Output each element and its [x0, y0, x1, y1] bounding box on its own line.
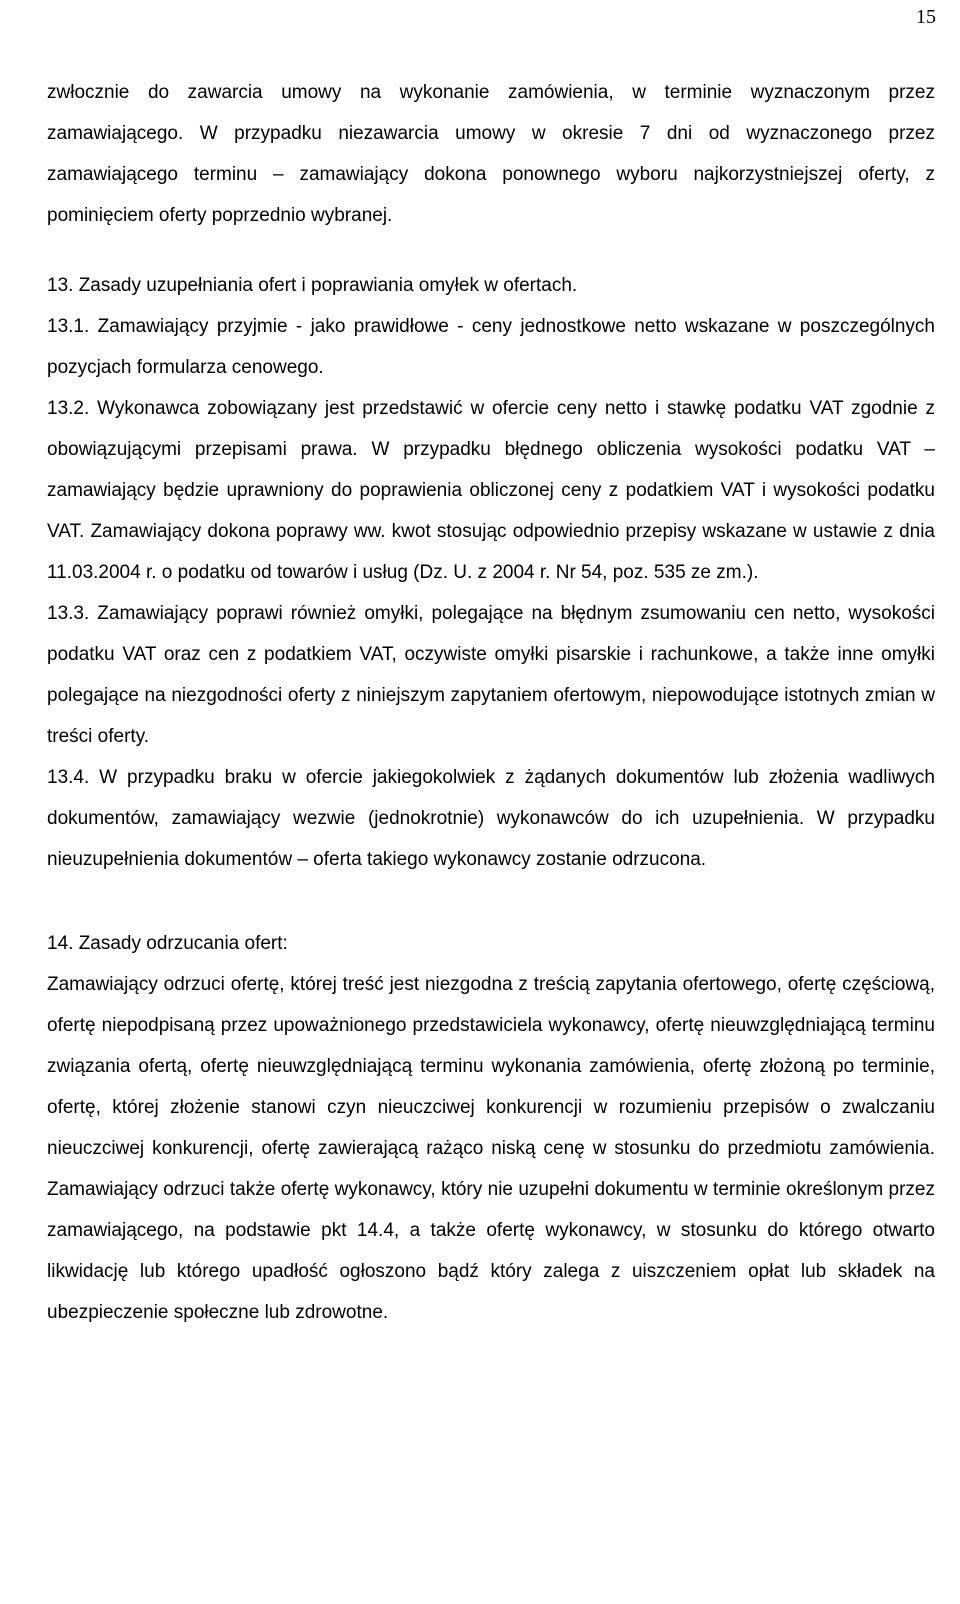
- section-13-heading: 13. Zasady uzupełniania ofert i poprawiania omyłek w ofertach.: [47, 275, 578, 296]
- section-13-1-paragraph: 13.1. Zamawiający przyjmie - jako prawidłowe - ceny jednostkowe netto wskazane w poszczególnych pozycjach formularza cenowego.: [47, 316, 935, 378]
- section-14-paragraph: Zamawiający odrzuci ofertę, której treść jest niezgodna z treścią zapytania ofertowego, ofertę częściową, ofertę niepodpisaną przez upoważnionego przedstawiciela wykonawcy, ofertę nieuwzględniającą terminu związania ofertą, ofertę nieuwzględniającą terminu wykonania zamówienia, ofertę złożoną po terminie, ofertę, której złożenie stanowi czyn nieuczciwej konkurencji w rozumieniu przepisów o zwalczaniu nieuczciwej konkurencji, ofertę zawierającą rażąco niską cenę w stosunku do przedmiotu zamówienia. Zamawiający odrzuci także ofertę wykonawcy, który nie uzupełni dokumentu w terminie określonym przez zamawiającego, na podstawie pkt 14.4, a także ofertę wykonawcy, w stosunku do którego otwarto likwidację lub którego upadłość ogłoszono bądź który zalega z uiszczeniem opłat lub składek na ubezpieczenie społeczne lub zdrowotne.: [47, 974, 935, 1323]
- document-body: [47, 72, 935, 1333]
- section-13-3-paragraph: 13.3. Zamawiający poprawi również omyłki, polegające na błędnym zsumowaniu cen netto, wysokości podatku VAT oraz cen z podatkiem VAT, oczywiste omyłki pisarskie i rachunkowe, a także inne omyłki polegające na niezgodności oferty z niniejszym zapytaniem ofertowym, niepowodujące istotnych zmian w treści oferty.: [47, 603, 935, 747]
- section-13-4-paragraph: 13.4. W przypadku braku w ofercie jakiegokolwiek z żądanych dokumentów lub złożenia wadliwych dokumentów, zamawiający wezwie (jednokrotnie) wykonawców do ich uzupełnienia. W przypadku nieuzupełnienia dokumentów – oferta takiego wykonawcy zostanie odrzucona.: [47, 767, 935, 870]
- section-13-2-paragraph: 13.2. Wykonawca zobowiązany jest przedstawić w ofercie ceny netto i stawkę podatku VAT zgodnie z obowiązującymi przepisami prawa. W przypadku błędnego obliczenia wysokości podatku VAT – zamawiający będzie uprawniony do poprawienia obliczonej ceny z podatkiem VAT i wysokości podatku VAT. Zamawiający dokona poprawy ww. kwot stosując odpowiednio przepisy wskazane w ustawie z dnia 11.03.2004 r. o podatku od towarów i usług (Dz. U. z 2004 r. Nr 54, poz. 535 ze zm.).: [47, 398, 935, 583]
- intro-paragraph: zwłocznie do zawarcia umowy na wykonanie zamówienia, w terminie wyznaczonym przez zamawiającego. W przypadku niezawarcia umowy w okresie 7 dni od wyznaczonego przez zamawiającego terminu – zamawiający dokona ponownego wyboru najkorzystniejszej oferty, z pominięciem oferty poprzednio wybranej.: [47, 82, 935, 226]
- section-14-heading: 14. Zasady odrzucania ofert:: [47, 933, 288, 954]
- page-number: 15: [916, 6, 936, 28]
